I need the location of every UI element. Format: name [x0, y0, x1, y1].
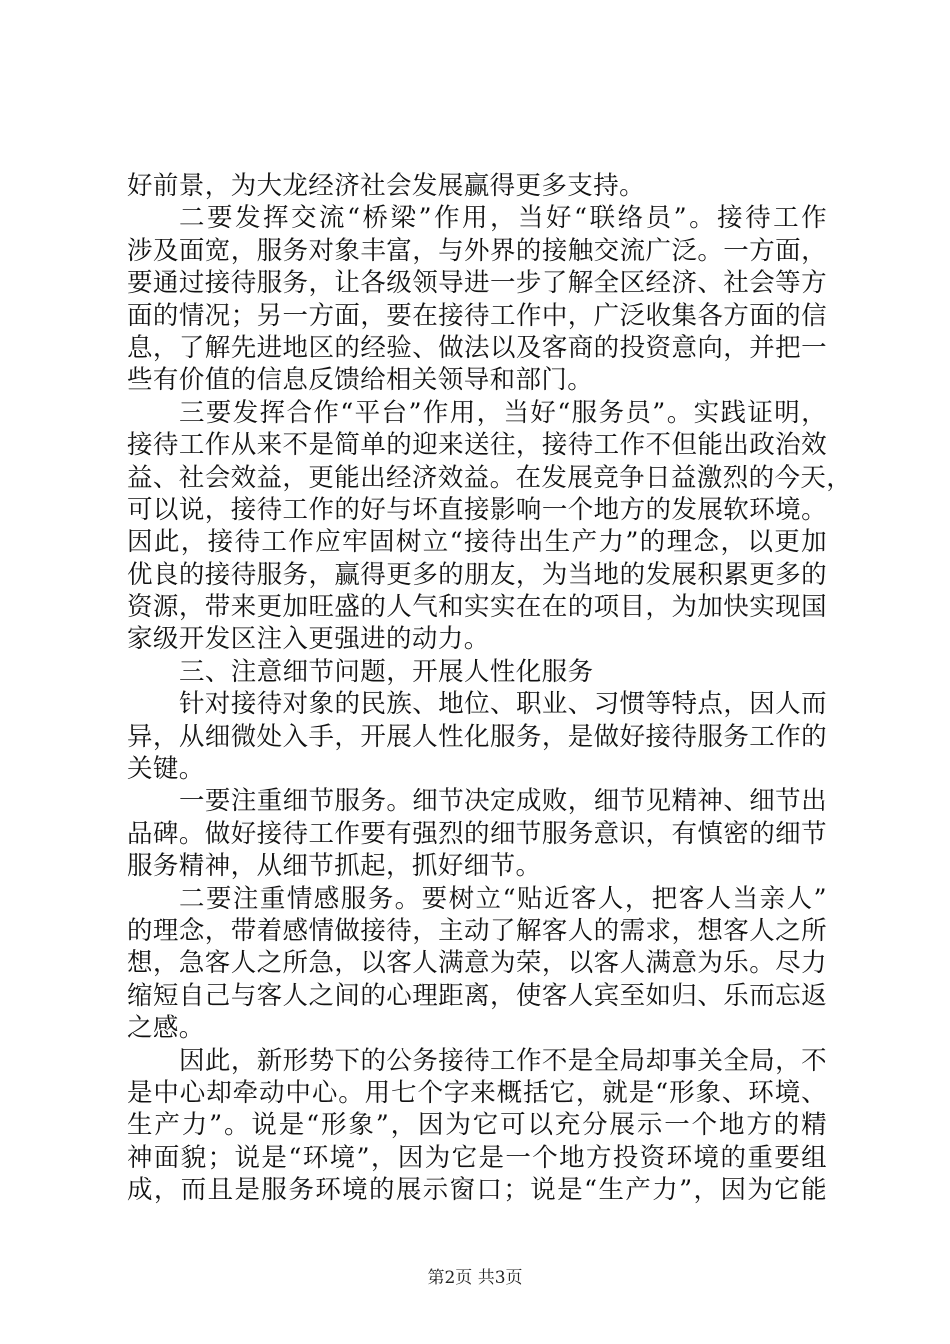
text-line: 之感。: [127, 1013, 205, 1044]
text-line: 三、注意细节问题，开展人性化服务: [179, 656, 594, 687]
text-line: 接待工作从来不是简单的迎来送往，接待工作不但能出政治效: [127, 430, 827, 461]
text-line: 息，了解先进地区的经验、做法以及客商的投资意向，并把一: [127, 332, 827, 363]
text-line: 的理念，带着感情做接待，主动了解客人的需求，想客人之所: [127, 915, 827, 946]
text-line: 优良的接待服务，赢得更多的朋友，为当地的发展积累更多的: [127, 559, 827, 590]
text-line: 品碑。做好接待工作要有强烈的细节服务意识，有慎密的细节: [127, 818, 827, 849]
text-line: 二要发挥交流“桥梁”作用，当好“联络员”。接待工作: [179, 203, 827, 234]
text-line: 异，从细微处入手，开展人性化服务，是做好接待服务工作的: [127, 721, 827, 752]
text-line: 关键。: [127, 754, 205, 785]
text-line: 想，急客人之所急，以客人满意为荣，以客人满意为乐。尽力: [127, 948, 827, 979]
text-line: 生产力”。说是“形象”，因为它可以充分展示一个地方的精: [127, 1110, 827, 1141]
text-line: 服务精神，从细节抓起，抓好细节。: [127, 851, 542, 882]
text-line: 要通过接待服务，让各级领导进一步了解全区经济、社会等方: [127, 268, 827, 299]
text-line: 面的情况；另一方面，要在接待工作中，广泛收集各方面的信: [127, 300, 827, 331]
text-line: 因此，新形势下的公务接待工作不是全局却事关全局，不: [179, 1045, 827, 1076]
text-line: 资源，带来更加旺盛的人气和实实在在的项目，为加快实现国: [127, 592, 827, 623]
text-line: 好前景，为大龙经济社会发展赢得更多支持。: [127, 171, 646, 201]
text-line: 家级开发区注入更强进的动力。: [127, 624, 490, 655]
text-line: 神面貌；说是“环境”，因为它是一个地方投资环境的重要组: [127, 1142, 827, 1173]
text-line: 因此，接待工作应牢固树立“接待出生产力”的理念，以更加: [127, 527, 827, 558]
text-line: 针对接待对象的民族、地位、职业、习惯等特点，因人而: [179, 689, 827, 720]
text-line: 些有价值的信息反馈给相关领导和部门。: [127, 365, 594, 396]
text-line: 一要注重细节服务。细节决定成败，细节见精神、细节出: [179, 786, 827, 817]
document-body: [127, 170, 853, 1207]
text-line: 是中心却牵动中心。用七个字来概括它，就是“形象、环境、: [127, 1077, 827, 1108]
text-line: 缩短自己与客人之间的心理距离，使客人宾至如归、乐而忘返: [127, 980, 827, 1011]
text-line: 三要发挥合作“平台”作用，当好“服务员”。实践证明，: [179, 397, 827, 428]
text-line: 涉及面宽，服务对象丰富，与外界的接触交流广泛。一方面，: [127, 235, 827, 266]
text-line: 成，而且是服务环境的展示窗口；说是“生产力”，因为它能: [127, 1175, 827, 1206]
text-line: 二要注重情感服务。要树立“贴近客人，把客人当亲人”: [179, 883, 827, 914]
text-line: 可以说，接待工作的好与坏直接影响一个地方的发展软环境。: [127, 494, 827, 525]
text-line: 益、社会效益，更能出经济效益。在发展竞争日益激烈的今天，: [127, 462, 853, 493]
page-number-footer: 第2页 共3页: [427, 1268, 523, 1288]
